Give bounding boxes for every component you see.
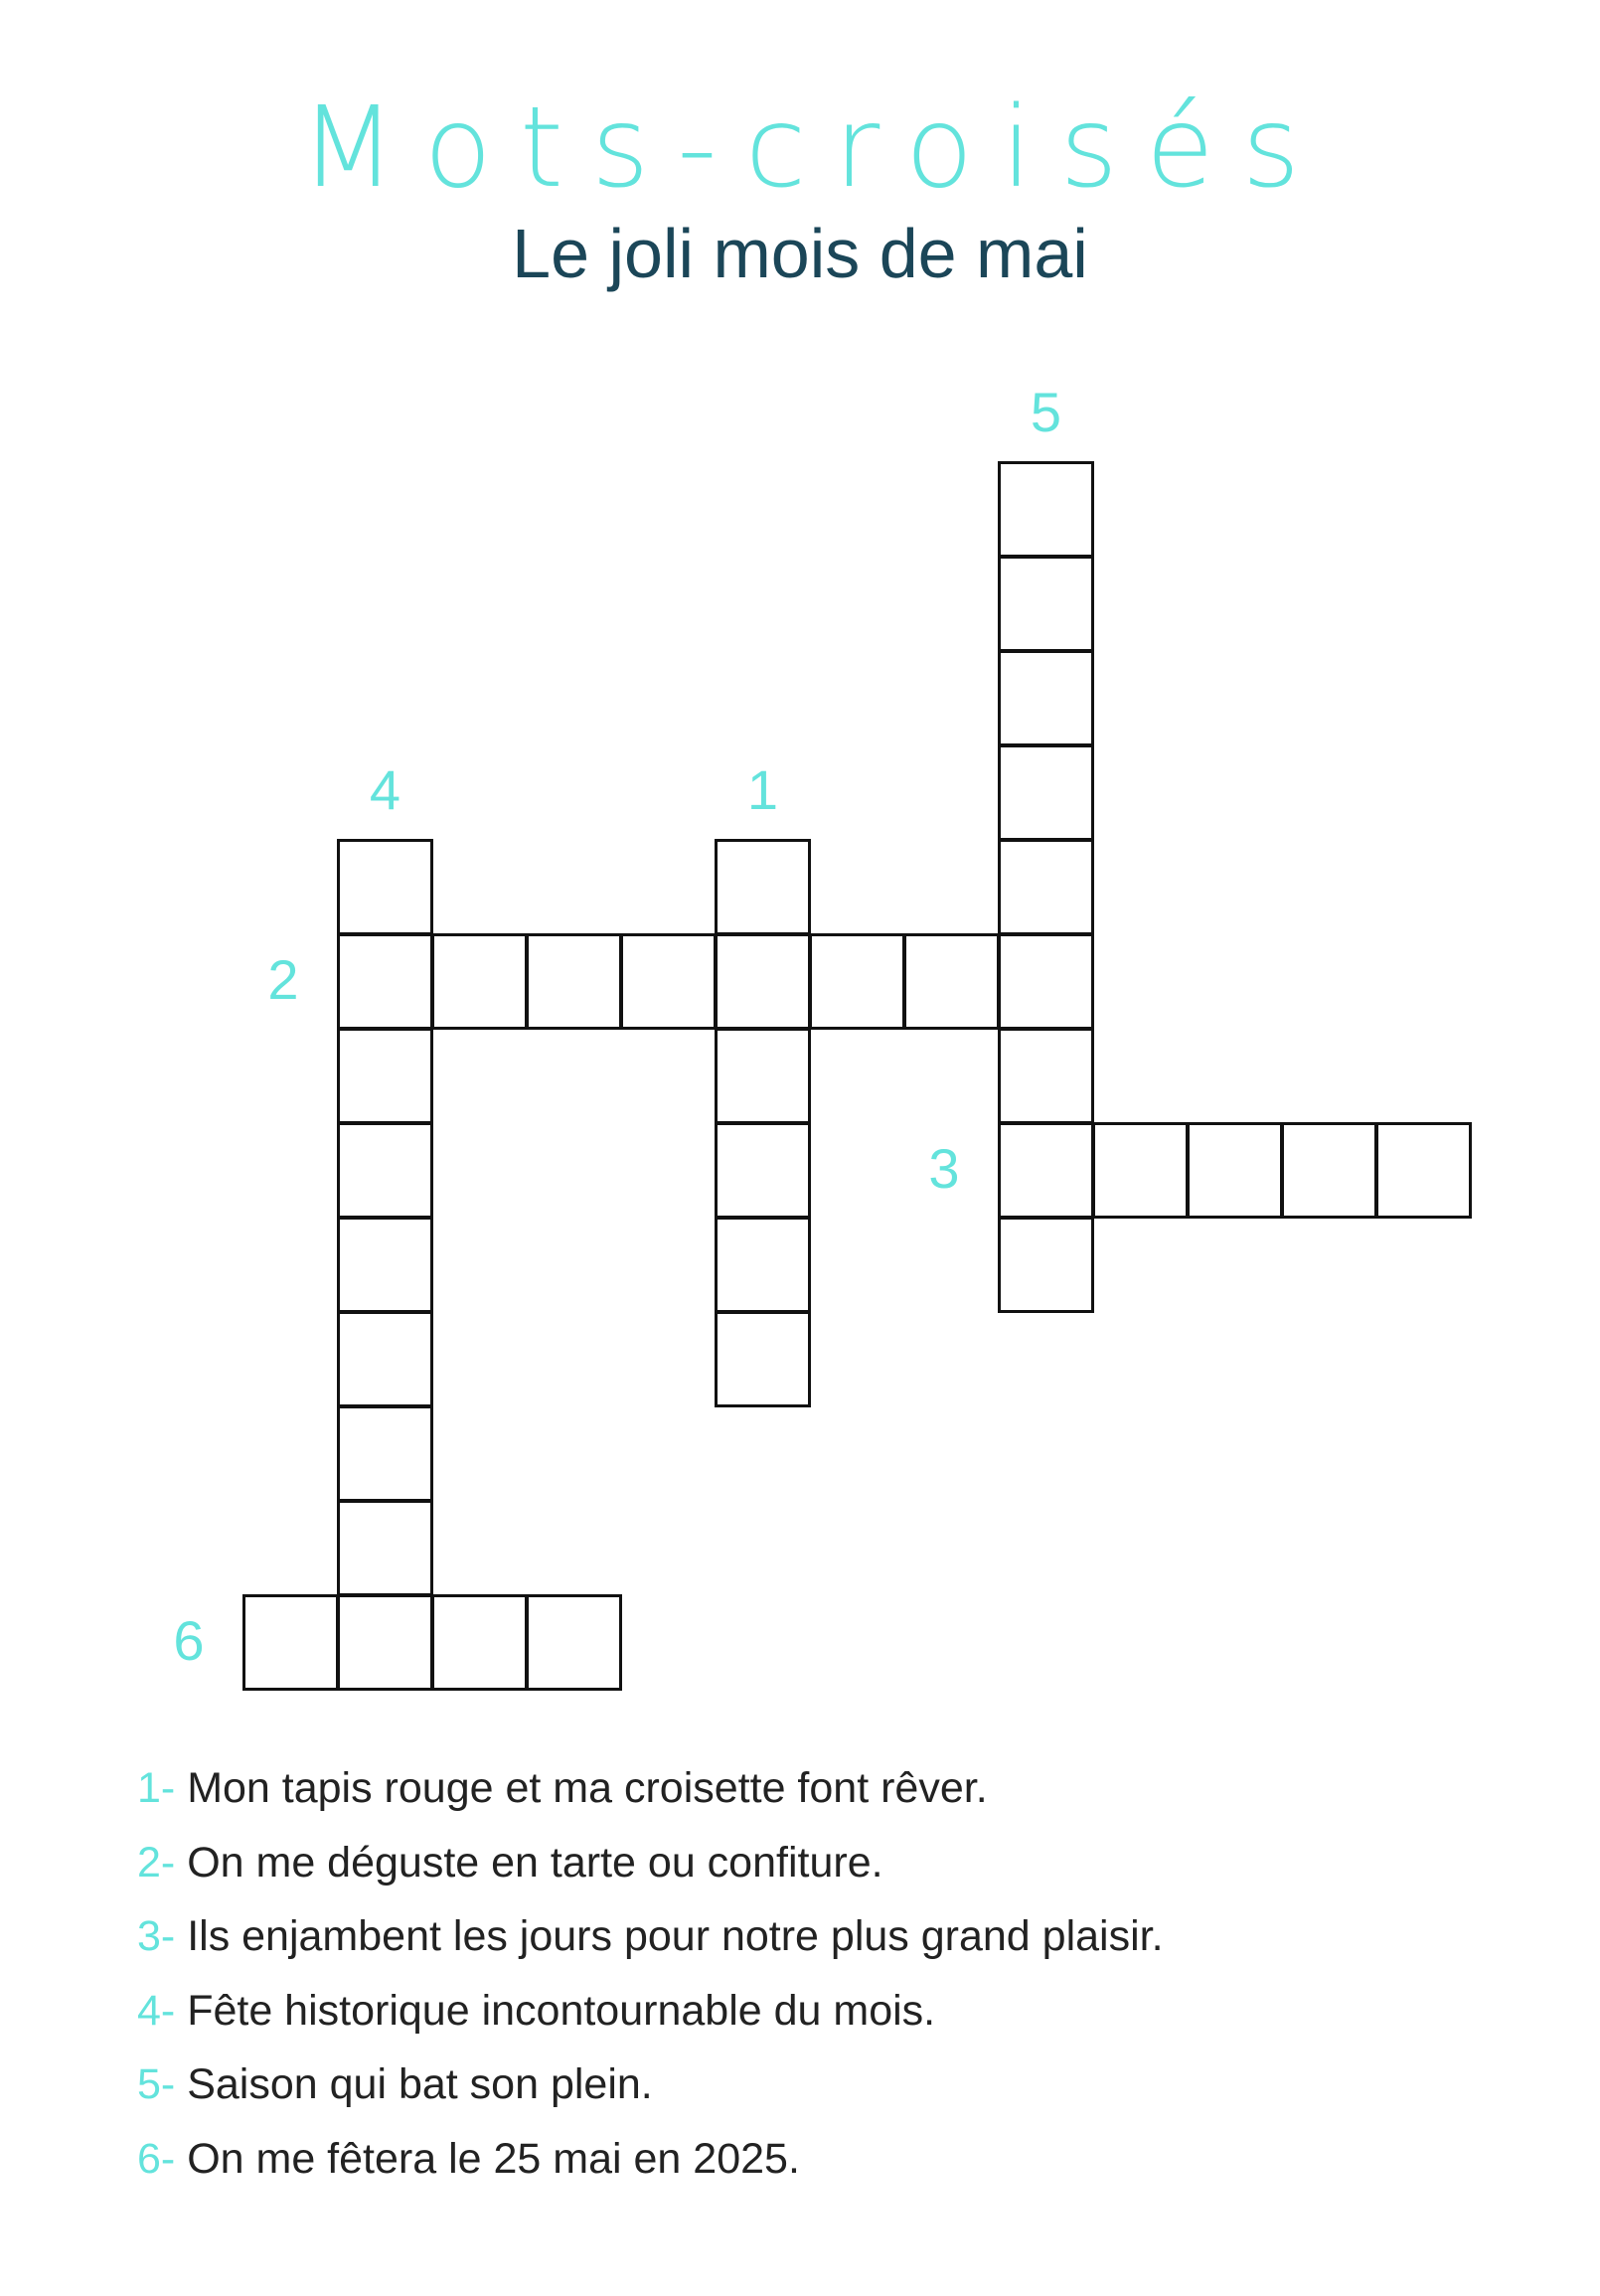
crossword-cell[interactable] [998,1217,1094,1313]
clue-text: Saison qui bat son plein. [187,2060,653,2108]
clue-text: On me déguste en tarte ou confiture. [187,1838,883,1886]
clue-item [137,2048,1528,2122]
word-number-6: 6 [173,1608,205,1672]
crossword-cell[interactable] [526,1594,622,1691]
crossword-cell[interactable] [1281,1122,1377,1219]
clue-item [137,1974,1528,2049]
crossword-cell[interactable] [998,1122,1094,1219]
crossword-cell[interactable] [242,1594,339,1691]
crossword-cell[interactable] [431,933,528,1030]
crossword-cell[interactable] [337,1311,433,1407]
crossword-cell[interactable] [998,1028,1094,1124]
crossword-cell[interactable] [337,1594,433,1691]
clue-number: 2- [137,1838,176,1886]
crossword-cell[interactable] [715,1217,811,1313]
crossword-cell[interactable] [337,1217,433,1313]
crossword-cell[interactable] [715,1028,811,1124]
crossword-cell[interactable] [337,1028,433,1124]
clue-item [137,1899,1528,1974]
crossword-cell[interactable] [903,933,1000,1030]
clue-number: 5- [137,2060,176,2108]
crossword-cell[interactable] [715,1311,811,1407]
crossword-cell[interactable] [337,1122,433,1219]
crossword-cell[interactable] [998,461,1094,558]
crossword-cell[interactable] [998,933,1094,1030]
word-number-2: 2 [267,947,299,1011]
clue-number: 3- [137,1912,176,1960]
crossword-cell[interactable] [1375,1122,1472,1219]
word-number-3: 3 [928,1136,960,1200]
crossword-cell[interactable] [337,1405,433,1502]
crossword-cell[interactable] [998,744,1094,841]
clue-text: Fête historique incontournable du mois. [187,1986,936,2035]
word-number-1: 1 [746,758,779,821]
clue-text: Ils enjambent les jours pour notre plus grand plaisir. [187,1912,1164,1960]
crossword-cell[interactable] [809,933,905,1030]
clue-item [137,2122,1528,2197]
clue-text: Mon tapis rouge et ma croisette font rêver. [187,1764,988,1812]
clue-item [137,1826,1528,1900]
crossword-cell[interactable] [998,839,1094,935]
clue-number: 6- [137,2134,176,2183]
page-subtitle: Le joli mois de mai [512,215,1088,292]
crossword-cell[interactable] [715,1122,811,1219]
clue-number: 4- [137,1986,176,2035]
crossword-cell[interactable] [998,556,1094,652]
crossword-cell[interactable] [337,1500,433,1596]
crossword-cell[interactable] [1092,1122,1189,1219]
crossword-cell[interactable] [431,1594,528,1691]
word-number-4: 4 [369,758,401,821]
crossword-cell[interactable] [998,650,1094,746]
crossword-cell[interactable] [715,933,811,1030]
page-title: Mots-croisés [299,83,1329,213]
crossword-cell[interactable] [1187,1122,1283,1219]
word-number-5: 5 [1030,381,1062,443]
clue-item [137,1751,1528,1826]
crossword-cell[interactable] [337,933,433,1030]
clue-number: 1- [137,1764,176,1812]
crossword-cell[interactable] [620,933,717,1030]
clue-list [137,1751,1528,2196]
crossword-cell[interactable] [715,839,811,935]
crossword-cell[interactable] [337,839,433,935]
clue-text: On me fêtera le 25 mai en 2025. [187,2134,800,2183]
crossword-cell[interactable] [526,933,622,1030]
